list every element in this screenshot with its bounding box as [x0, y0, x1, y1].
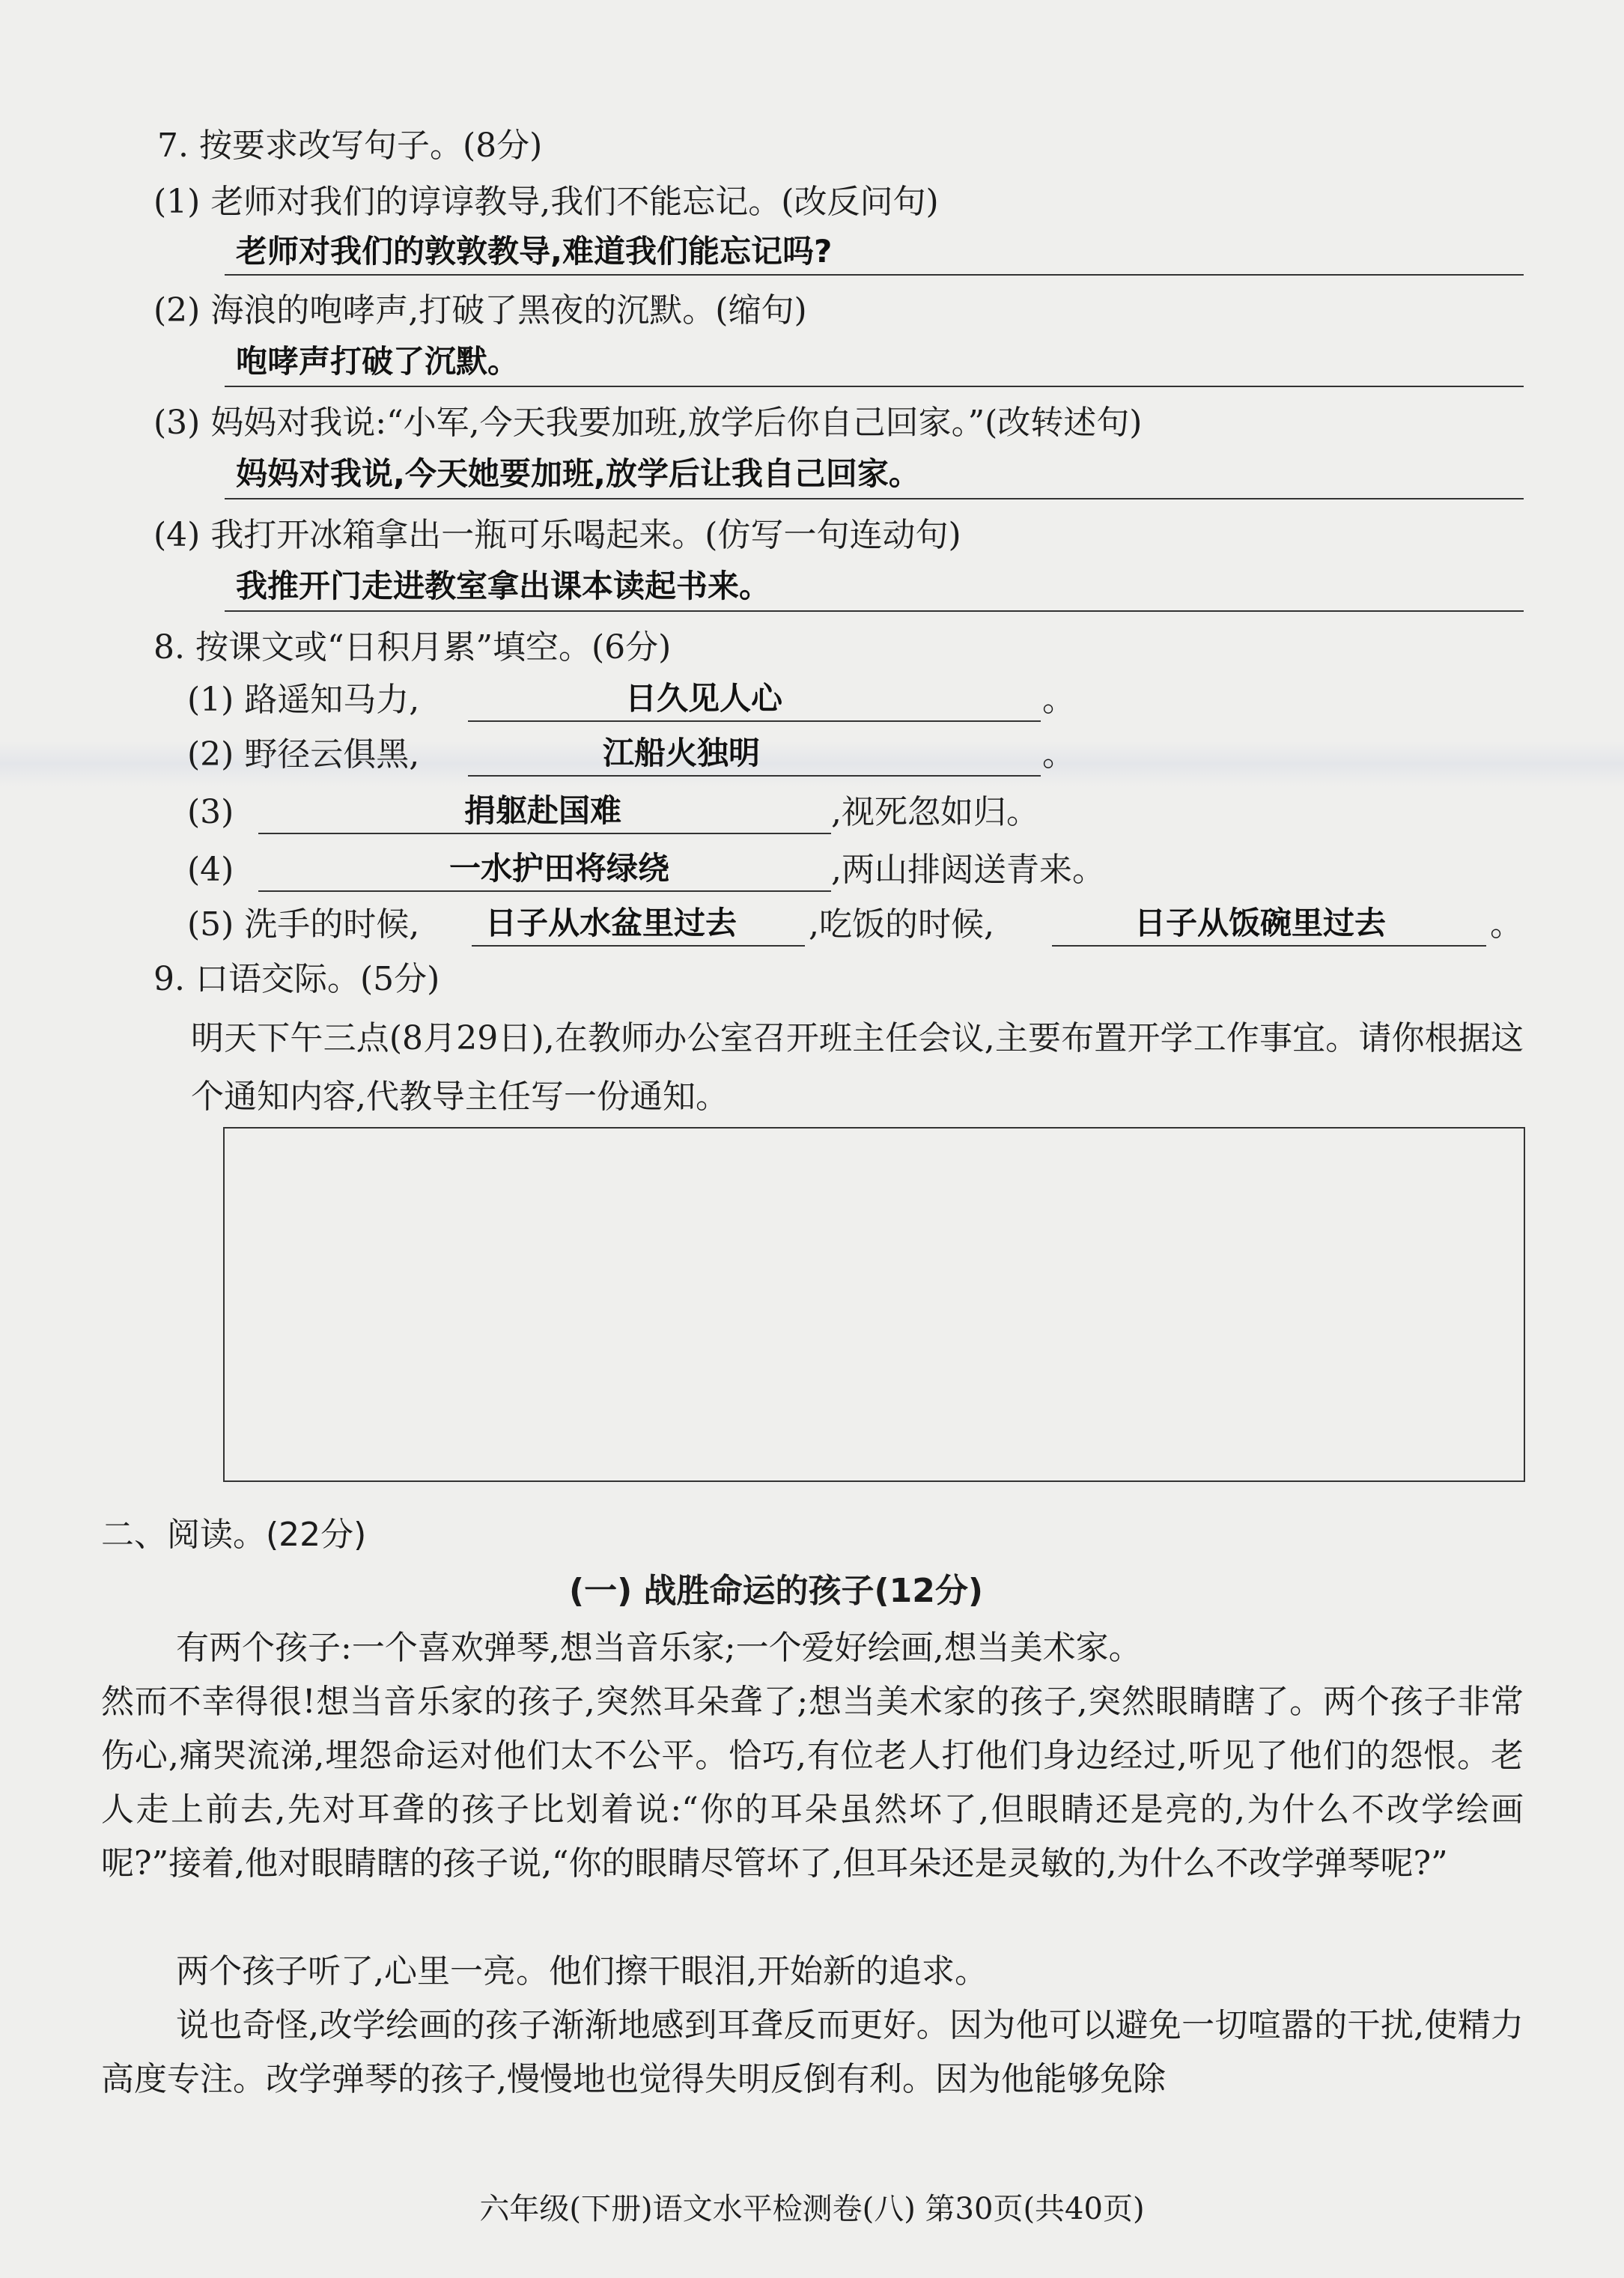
q8-item-5-mid: ,吃饭的时候, — [809, 905, 994, 944]
q8-title: 8. 按课文或“日积月累”填空。(6分) — [153, 628, 672, 666]
q7-item-2-answer: 咆哮声打破了沉默。 — [236, 343, 520, 380]
blank-line — [1052, 945, 1486, 947]
q8-item-5-answer-2: 日子从饭碗里过去 — [1134, 905, 1387, 941]
q8-item-3-answer: 捐躯赴国难 — [464, 792, 622, 829]
answer-line — [225, 498, 1524, 499]
q8-item-1-pre: (1) 路遥知马力, — [187, 681, 420, 719]
answer-box[interactable] — [223, 1127, 1525, 1482]
answer-line — [225, 610, 1524, 612]
answer-line — [225, 274, 1524, 276]
q7-item-3-answer: 妈妈对我说,今天她要加班,放学后让我自己回家。 — [236, 455, 920, 492]
q7-item-4-answer: 我推开门走进教室拿出课本读起书来。 — [236, 568, 771, 604]
q7-title: 7. 按要求改写句子。(8分) — [157, 127, 543, 165]
blank-line — [258, 833, 831, 834]
q8-item-4-post: ,两山排闼送青来。 — [831, 851, 1105, 889]
blank-line — [468, 775, 1041, 777]
q8-item-1-answer: 日久见人心 — [625, 680, 783, 717]
paragraph-1: 有两个孩子:一个喜欢弹琴,想当音乐家;一个爱好绘画,想当美术家。 — [176, 1629, 1142, 1667]
q8-item-4-pre: (4) — [187, 851, 234, 889]
passage-title: (一) 战胜命运的孩子(12分) — [569, 1572, 983, 1610]
q8-item-1-post: 。 — [1042, 681, 1075, 719]
q8-item-4-answer: 一水护田将绿绕 — [449, 850, 670, 887]
page-footer: 六年级(下册)语文水平检测卷(八) 第30页(共40页) — [479, 2192, 1145, 2226]
q7-item-4-prompt: (4) 我打开冰箱拿出一瓶可乐喝起来。(仿写一句连动句) — [153, 516, 961, 554]
blank-line — [472, 945, 805, 947]
section-title: 二、阅读。(22分) — [101, 1516, 367, 1554]
q8-item-2-post: 。 — [1042, 735, 1075, 774]
blank-line — [258, 890, 831, 892]
q8-item-2-pre: (2) 野径云俱黑, — [187, 735, 420, 774]
answer-line — [225, 386, 1524, 387]
q8-item-3-pre: (3) — [187, 793, 234, 831]
blank-line — [468, 720, 1041, 722]
q9-title: 9. 口语交际。(5分) — [153, 960, 440, 998]
q8-item-5-post: 。 — [1490, 905, 1523, 944]
q7-item-1-answer: 老师对我们的敦敦教导,难道我们能忘记吗? — [236, 233, 833, 270]
q7-item-1-prompt: (1) 老师对我们的谆谆教导,我们不能忘记。(改反问句) — [153, 183, 939, 221]
paragraph-3: 两个孩子听了,心里一亮。他们擦干眼泪,开始新的追求。 — [176, 1952, 988, 1990]
q7-item-2-prompt: (2) 海浪的咆哮声,打破了黑夜的沉默。(缩句) — [153, 291, 807, 329]
paragraph-4: 说也奇怪,改学绘画的孩子渐渐地感到耳聋反而更好。因为他可以避免一切喧嚣的干扰,使精力高度专注。改学弹琴的孩子,慢慢地也觉得失明反倒有利。因为他能够免除 — [101, 2006, 1524, 2098]
q7-item-3-prompt: (3) 妈妈对我说:“小军,今天我要加班,放学后你自己回家。”(改转述句) — [153, 404, 1143, 442]
q8-item-5-answer-1: 日子从水盆里过去 — [485, 905, 738, 941]
q9-text: 明天下午三点(8月29日),在教师办公室召开班主任会议,主要布置开学工作事宜。请你根据这个通知内容,代教导主任写一份通知。 — [191, 1019, 1524, 1116]
q8-item-2-answer: 江船火独明 — [603, 735, 761, 771]
q8-item-5-pre: (5) 洗手的时候, — [187, 905, 420, 944]
q8-item-3-post: ,视死忽如归。 — [831, 793, 1039, 831]
paragraph-2: 然而不幸得很!想当音乐家的孩子,突然耳朵聋了;想当美术家的孩子,突然眼睛瞎了。两个孩子非常伤心,痛哭流涕,埋怨命运对他们太不公平。恰巧,有位老人打他们身边经过,听见了他们的怨恨。老人走上前去,先对耳聋的孩子比划着说:“你的耳朵虽然坏了,但眼睛还是亮的,为什么不改学绘画呢?”接着,他对眼睛瞎的孩子说,“你的眼睛尽管坏了,但耳朵还是灵敏的,为什么不改学弹琴呢?” — [101, 1683, 1524, 1883]
